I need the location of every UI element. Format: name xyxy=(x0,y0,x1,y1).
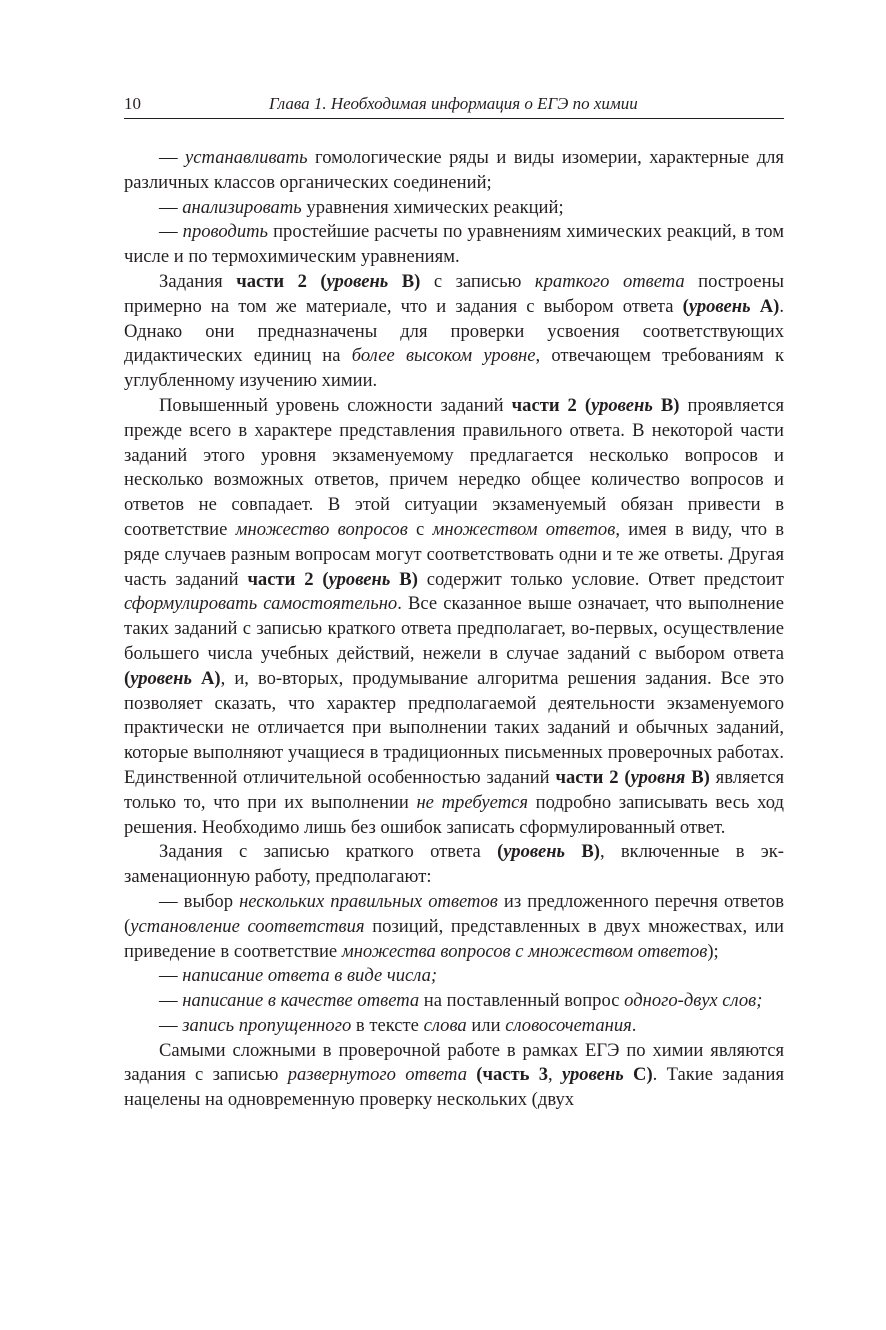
bold-text: B) xyxy=(652,394,680,416)
text-run: — выбор xyxy=(159,890,240,912)
text-run: — xyxy=(159,196,183,218)
italic-text: более высоком уровне xyxy=(351,345,536,367)
text-run: из предложенного перечня ответов ( xyxy=(124,890,785,937)
text-run: позиций, представленных в двух множествах, или приведение в соответствие xyxy=(124,915,784,962)
page-number: 10 xyxy=(124,94,141,113)
bold-text: B) xyxy=(388,270,421,292)
bold-text: части 2 ( xyxy=(555,766,631,788)
bold-text: (часть 3 xyxy=(476,1064,549,1086)
text-run: . Такие задания нацелены на одновременную проверку нескольких (двух xyxy=(124,1064,785,1111)
bold-italic-text: уровень xyxy=(130,667,192,689)
running-title: Глава 1. Необходимая информация о ЕГЭ по химии xyxy=(269,94,638,113)
text-run: в тексте xyxy=(351,1014,424,1036)
body-text xyxy=(124,146,784,1113)
bold-italic-text: уровня xyxy=(630,766,686,788)
paragraph xyxy=(124,1039,784,1113)
paragraph xyxy=(124,196,784,221)
bold-italic-text: уровень xyxy=(591,394,653,416)
italic-text: устанавливать xyxy=(185,147,308,168)
italic-text: слова xyxy=(423,1014,467,1036)
italic-text: написание в качестве ответа xyxy=(182,990,420,1012)
text-run: содержит только условие. Ответ предстоит xyxy=(417,568,785,590)
italic-text: сформулировать самостоятельно xyxy=(124,593,398,615)
running-header xyxy=(124,88,784,118)
text-run: с xyxy=(407,518,433,540)
text-run: Задания с записью краткого ответа xyxy=(159,841,498,863)
bold-text: ( xyxy=(682,295,689,317)
text-run: — xyxy=(159,221,183,243)
paragraph xyxy=(124,394,784,840)
italic-text: не требуется xyxy=(416,791,529,813)
paragraph xyxy=(124,1014,784,1039)
text-run: Самыми сложными в проверочной работе в рамках ЕГЭ по химии являются задания с записью xyxy=(124,1039,784,1086)
header-rule xyxy=(124,118,784,119)
paragraph xyxy=(124,146,784,196)
bold-text: B) xyxy=(390,568,418,590)
text-run: на поставленный вопрос xyxy=(419,990,625,1012)
paragraph xyxy=(124,890,784,964)
bold-text: A) xyxy=(191,667,221,689)
text-run: — xyxy=(159,965,183,987)
text-run: — xyxy=(159,147,186,168)
text-run: гомологические ряды и виды изомерии, характерные для различных классов органических соединений; xyxy=(124,147,784,193)
italic-text: установление соответствия xyxy=(130,915,365,937)
text-run: с записью xyxy=(420,270,535,292)
text-run: — xyxy=(159,1014,183,1036)
italic-text: развернутого ответа xyxy=(287,1064,467,1086)
text-run: , и, во-вторых, продумывание алгоритма решения задания. Все это позволяет сказать, что характер предполагаемой деятельности экзаменуемого практически не отличается при выполнении таких заданий и обычных заданий, которые выполняют учащиеся в традиционных письменных проверочных работах. Единственной отличительной особенностью заданий xyxy=(124,667,784,788)
text-run: простейшие расчеты по уравнениям химических реакций, в том числе и по термохимическим уравнениям. xyxy=(124,221,784,268)
italic-text: множество вопросов xyxy=(235,518,408,540)
bold-text: части 2 ( xyxy=(236,270,327,292)
bold-text: B) xyxy=(685,766,710,788)
bold-italic-text: уровень xyxy=(561,1064,624,1086)
text-run: , имея в виду, что в ряде случаев разным вопросам могут соответствовать одни и те же ответы. Другая часть заданий xyxy=(124,518,785,590)
bold-text: B) xyxy=(565,841,600,863)
text-run: Задания xyxy=(159,270,237,292)
italic-text: нескольких правильных ответов xyxy=(239,890,498,912)
italic-text: словосочетания xyxy=(505,1014,632,1036)
text-run: , отвечающем требованиям к углубленному изучению химии. xyxy=(124,345,784,392)
text-run: . Однако они предназначены для проверки усвоения соответствующих дидактических единиц на xyxy=(124,295,784,367)
bold-text: ( xyxy=(124,667,131,689)
bold-text: C) xyxy=(623,1064,653,1086)
text-run: ); xyxy=(707,940,719,962)
paragraph xyxy=(124,964,784,989)
bold-text: части 2 ( xyxy=(511,394,592,416)
text-run: Повышенный уровень сложности заданий xyxy=(159,394,512,416)
italic-text: одного-двух слов; xyxy=(624,990,763,1012)
text-run xyxy=(467,1064,476,1085)
bold-italic-text: уровень xyxy=(503,841,566,863)
italic-text: множества вопросов с множеством ответов xyxy=(341,940,708,962)
paragraph xyxy=(124,270,784,394)
text-run: или xyxy=(466,1014,506,1036)
italic-text: анализировать xyxy=(182,196,302,218)
text-run: проявляется прежде всего в характере представления правильного ответа. В некоторой части заданий этого уровня экзаменуемому предлагается несколько вопросов и несколько возможных ответов, причем нередко общее количество вопросов и ответов не совпадает. В этой ситуации экзаменуемый обязан привести в соответствие xyxy=(124,394,785,540)
text-run: уравнения химических реакций; xyxy=(301,196,564,218)
paragraph xyxy=(124,840,784,890)
bold-text: A) xyxy=(750,295,780,317)
italic-text: проводить xyxy=(182,221,269,243)
text-run: построены примерно на том же материале, что и задания с выбором ответа xyxy=(124,270,785,317)
text-run: , включенные в экзаменационную работу, предполагают: xyxy=(124,841,784,888)
bold-text: части 2 ( xyxy=(247,568,329,590)
text-run: — xyxy=(159,990,183,1012)
italic-text: множеством ответов xyxy=(432,518,616,540)
italic-text: краткого ответа xyxy=(534,270,685,292)
text-run: является только то, что при их выполнении xyxy=(124,766,785,813)
bold-italic-text: уровень xyxy=(326,270,389,292)
text-run: . xyxy=(631,1014,637,1036)
bold-italic-text: уровень xyxy=(328,568,391,590)
text-run: . Все сказанное выше означает, что выполнение таких заданий с записью краткого ответа предполагает, во-первых, осуществление большего числа учебных действий, нежели в случае заданий с выбором ответа xyxy=(124,593,784,664)
paragraph xyxy=(124,989,784,1014)
paragraph xyxy=(124,220,784,270)
bold-text: ( xyxy=(497,841,504,863)
italic-text: написание ответа в виде числа; xyxy=(182,965,438,987)
italic-text: запись пропущенного xyxy=(182,1014,352,1036)
bold-italic-text: уровень xyxy=(688,295,751,317)
text-run: , xyxy=(548,1064,562,1086)
text-run: подробно записывать весь ход решения. Необходимо лишь без ошибок записать сформулированный ответ. xyxy=(124,791,784,838)
